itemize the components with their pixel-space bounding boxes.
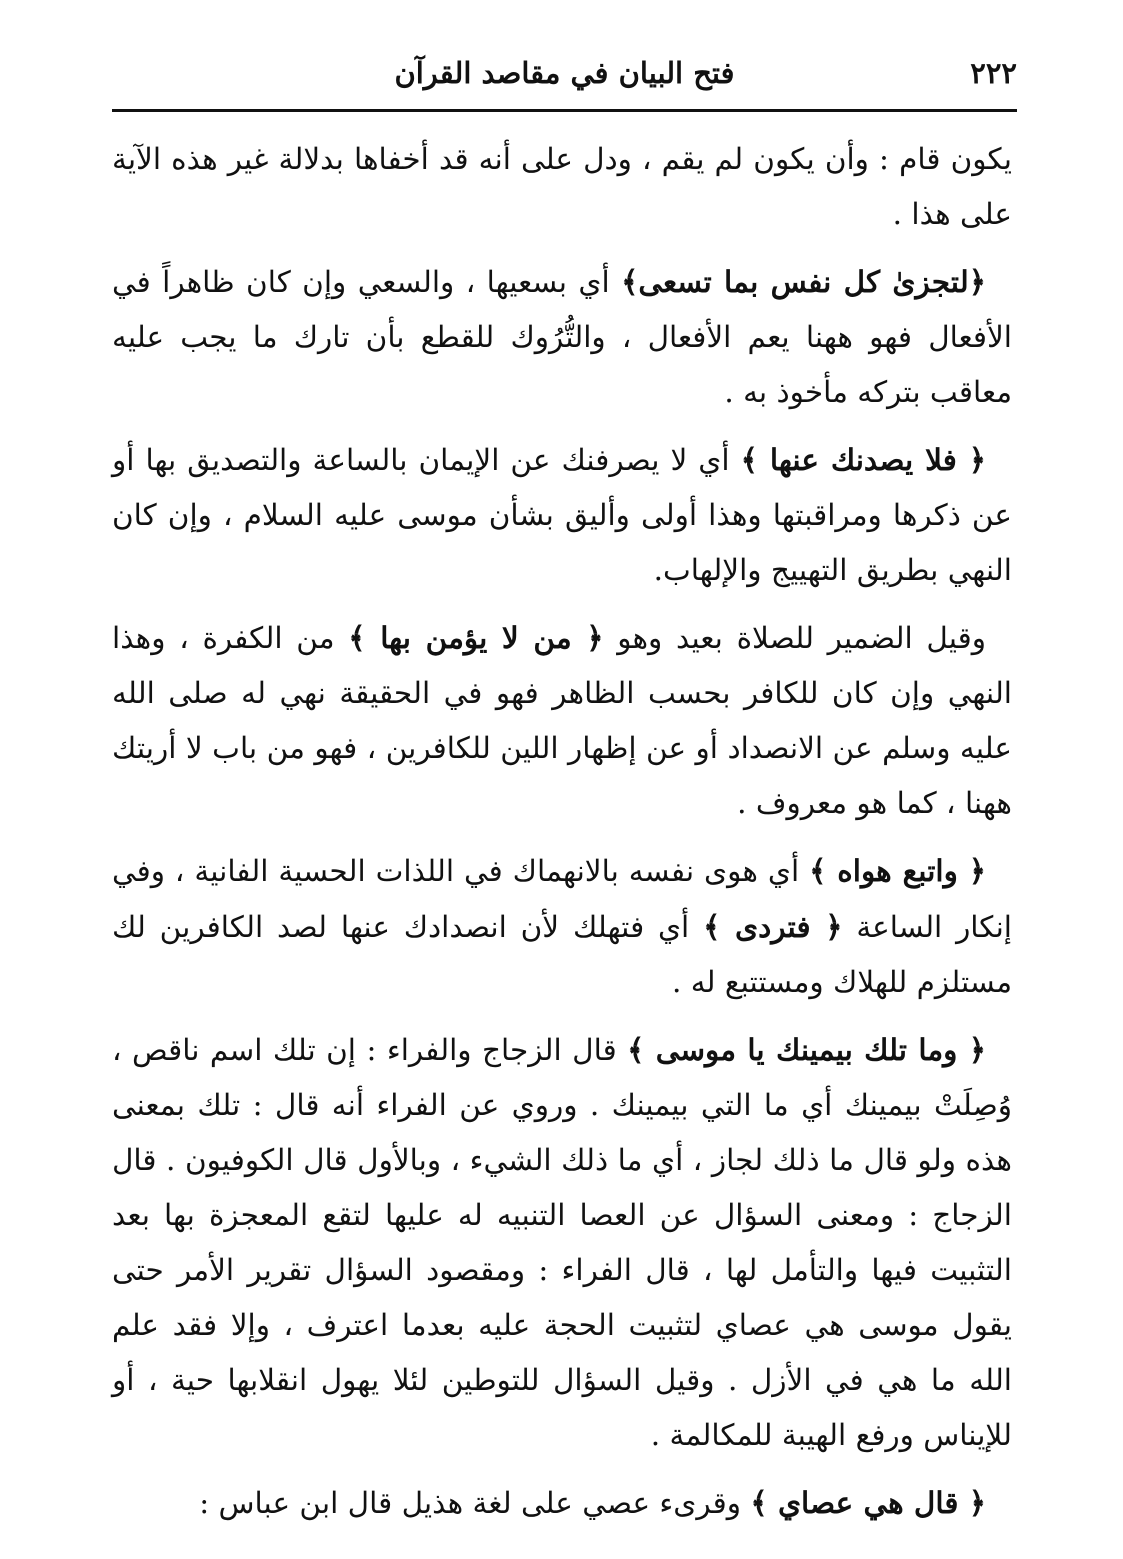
quran-quote: ﴿ واتبع هواه ﴾: [809, 853, 986, 888]
page-number: ٢٢٢: [970, 56, 1017, 90]
quran-quote: ﴿ قال هي عصاي ﴾: [750, 1485, 986, 1520]
quran-quote: ﴿ من لا يؤمن بها ﴾: [348, 620, 604, 655]
paragraph-text: وقرىء عصي على لغة هذيل قال ابن عباس :: [199, 1486, 751, 1520]
page-header: [112, 52, 1017, 108]
paragraph: [112, 132, 1012, 242]
quran-quote: ﴿ فتردى ﴾: [703, 909, 843, 944]
paragraph: [112, 432, 1012, 598]
paragraph-text: يكون قام : وأن يكون لم يقم ، ودل على أنه قد أخفاها بدلالة غير هذه الآية على هذا .: [112, 142, 1012, 231]
quran-quote: ﴿ فلا يصدنك عنها ﴾: [740, 442, 987, 477]
quran-quote: ﴿لتجزىٰ كل نفس بما تسعى﴾: [621, 264, 986, 299]
paragraph: [112, 843, 1012, 1010]
paragraph: [112, 1475, 1012, 1531]
paragraph-text: وقيل الضمير للصلاة بعيد وهو: [603, 621, 986, 655]
quran-quote: ﴿ وما تلك بيمينك يا موسى ﴾: [627, 1032, 986, 1067]
body-text: [112, 132, 1012, 1543]
paragraph-text: أي فتهلك لأن انصدادك عنها لصد الكافرين لك مستلزم للهلاك ومستتبع له .: [112, 910, 1012, 999]
paragraph-text: من الكفرة ، وهذا النهي وإن كان للكافر بحسب الظاهر فهو في الحقيقة نهي له صلى الله عليه وسلم عن الانصداد أو عن إظهار اللين للكافرين ، فهو من باب لا أريتك ههنا ، كما هو معروف .: [112, 621, 1012, 820]
paragraph-text: قال الزجاج والفراء : إن تلك اسم ناقص ، وُصِلَتْ بيمينك أي ما التي بيمينك . وروي عن الفراء أنه قال : تلك بمعنى هذه ولو قال ما ذلك لجاز ، أي ما ذلك الشيء ، وبالأول قال الكوفيون . قال الزجاج : ومعنى السؤال عن العصا التنبيه له عليها لتقع المعجزة بها بعد التثبيت فيها والتأمل لها ، قال الفراء : ومقصود السؤال تقرير الأمر حتى يقول موسى هي عصاي لتثبيت الحجة عليه بعدما اعترف ، وإلا فقد علم الله ما هي في الأزل . وقيل السؤال للتوطين لئلا يهول انقلابها حية ، أو للإيناس ورفع الهيبة للمكالمة .: [112, 1033, 1012, 1452]
running-title: فتح البيان في مقاصد القرآن: [394, 56, 735, 90]
paragraph: [112, 254, 1012, 420]
paragraph-text: أي بسعيها ، والسعي وإن كان ظاهراً في الأفعال فهو ههنا يعم الأفعال ، والتُّرُوك للقطع بأن تارك ما يجب عليه معاقب بتركه مأخوذ به .: [112, 265, 1012, 409]
header-rule: [112, 109, 1017, 112]
paragraph-text: أي لا يصرفنك عن الإيمان بالساعة والتصديق بها أو عن ذكرها ومراقبتها وهذا أولى وأليق بشأن موسى عليه السلام ، وإن كان النهي بطريق التهييج والإلهاب.: [112, 443, 1012, 587]
paragraph: [112, 610, 1012, 831]
paragraph: [112, 1022, 1012, 1463]
paragraph-text: أي هوى نفسه بالانهماك في اللذات الحسية الفانية ، وفي إنكار الساعة: [112, 854, 1012, 944]
